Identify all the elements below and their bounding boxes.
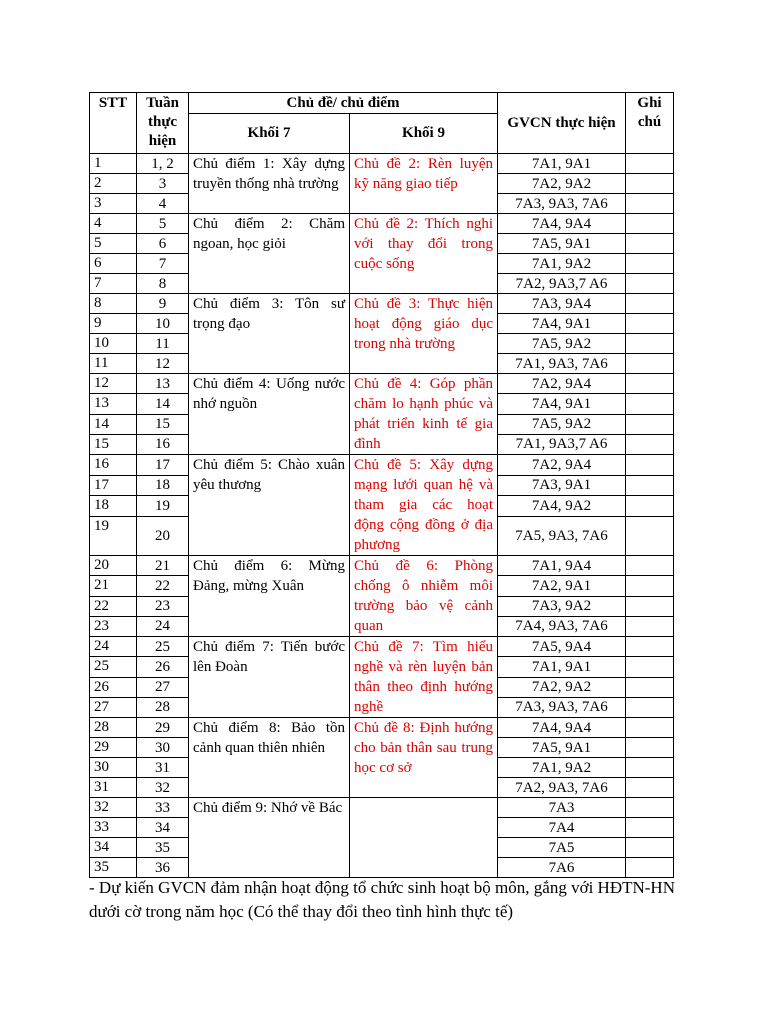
cell-notes [626,294,674,314]
cell-homeroom-teacher: 7A3, 9A2 [498,596,626,616]
cell-stt: 5 [90,234,137,254]
cell-week: 26 [137,657,189,677]
cell-week: 10 [137,314,189,334]
cell-notes [626,738,674,758]
cell-stt: 28 [90,718,137,738]
cell-notes [626,214,674,234]
cell-stt: 32 [90,798,137,818]
cell-notes [626,194,674,214]
table-row [90,718,674,738]
cell-notes [626,596,674,616]
footnote: - Dự kiến GVCN đảm nhận hoạt động tổ chức sinh hoạt bộ môn, gắng với HĐTN-HN dưới cờ trong năm học (Có thể thay đổi theo tình hình thực tế) [89,878,675,921]
cell-homeroom-teacher: 7A1, 9A1 [498,154,626,174]
cell-week: 15 [137,414,189,434]
header-grade-9: Khối 9 [350,114,498,154]
cell-homeroom-teacher: 7A1, 9A4 [498,556,626,576]
cell-notes [626,758,674,778]
cell-homeroom-teacher: 7A2, 9A1 [498,576,626,596]
cell-week: 35 [137,838,189,858]
cell-week: 30 [137,738,189,758]
header-notes: Ghi chú [626,93,674,154]
cell-stt: 18 [90,496,137,517]
cell-grade7-topic: Chủ điểm 6: Mừng Đảng, mừng Xuân [189,556,350,637]
cell-homeroom-teacher: 7A2, 9A2 [498,677,626,697]
cell-stt: 20 [90,556,137,576]
cell-stt: 23 [90,616,137,636]
cell-grade9-topic: Chủ đề 6: Phòng chống ô nhiễm môi trường bảo vệ cảnh quan [350,556,498,637]
cell-week: 24 [137,616,189,636]
cell-stt: 19 [90,516,137,555]
cell-notes [626,697,674,717]
cell-week: 21 [137,556,189,576]
cell-grade7-topic: Chủ điểm 5: Chào xuân yêu thương [189,455,350,556]
cell-stt: 17 [90,475,137,496]
cell-stt: 25 [90,657,137,677]
cell-notes [626,576,674,596]
table-row [90,637,674,657]
cell-notes [626,778,674,798]
cell-homeroom-teacher: 7A1, 9A3,7 A6 [498,434,626,454]
cell-notes [626,516,674,555]
cell-stt: 26 [90,677,137,697]
schedule-table-wrapper [89,92,674,878]
cell-notes [626,274,674,294]
cell-notes [626,334,674,354]
cell-week: 22 [137,576,189,596]
table-body [90,154,674,878]
table-row [90,374,674,394]
table-row [90,556,674,576]
cell-homeroom-teacher: 7A2, 9A3, 7A6 [498,778,626,798]
cell-stt: 3 [90,194,137,214]
cell-stt: 9 [90,314,137,334]
header-week: Tuần thực hiện [137,93,189,154]
cell-homeroom-teacher: 7A1, 9A2 [498,254,626,274]
cell-week: 13 [137,374,189,394]
cell-homeroom-teacher: 7A2, 9A2 [498,174,626,194]
cell-homeroom-teacher: 7A5, 9A2 [498,334,626,354]
cell-notes [626,394,674,414]
cell-grade9-topic [350,798,498,878]
cell-stt: 2 [90,174,137,194]
cell-week: 7 [137,254,189,274]
cell-homeroom-teacher: 7A1, 9A3, 7A6 [498,354,626,374]
cell-stt: 8 [90,294,137,314]
cell-week: 4 [137,194,189,214]
cell-week: 31 [137,758,189,778]
cell-homeroom-teacher: 7A1, 9A1 [498,657,626,677]
cell-stt: 24 [90,637,137,657]
cell-stt: 29 [90,738,137,758]
header-grade-7: Khối 7 [189,114,350,154]
cell-homeroom-teacher: 7A4, 9A1 [498,314,626,334]
cell-stt: 10 [90,334,137,354]
cell-homeroom-teacher: 7A5, 9A4 [498,637,626,657]
cell-homeroom-teacher: 7A3, 9A1 [498,475,626,496]
cell-week: 36 [137,858,189,878]
cell-notes [626,314,674,334]
cell-stt: 21 [90,576,137,596]
cell-stt: 1 [90,154,137,174]
cell-notes [626,496,674,517]
cell-notes [626,798,674,818]
cell-homeroom-teacher: 7A2, 9A4 [498,455,626,476]
header-stt: STT [90,93,137,154]
cell-notes [626,154,674,174]
cell-homeroom-teacher: 7A5, 9A1 [498,234,626,254]
cell-grade7-topic: Chủ điểm 3: Tôn sư trọng đạo [189,294,350,374]
cell-homeroom-teacher: 7A4, 9A4 [498,214,626,234]
cell-stt: 13 [90,394,137,414]
cell-week: 34 [137,818,189,838]
cell-week: 5 [137,214,189,234]
cell-homeroom-teacher: 7A2, 9A4 [498,374,626,394]
cell-grade7-topic: Chủ điểm 2: Chăm ngoan, học giỏi [189,214,350,294]
cell-notes [626,475,674,496]
cell-grade7-topic: Chủ điểm 7: Tiến bước lên Đoàn [189,637,350,718]
cell-week: 18 [137,475,189,496]
cell-week: 9 [137,294,189,314]
cell-notes [626,354,674,374]
table-row [90,455,674,476]
table-row [90,154,674,174]
cell-week: 28 [137,697,189,717]
cell-homeroom-teacher: 7A5, 9A2 [498,414,626,434]
cell-stt: 33 [90,818,137,838]
cell-notes [626,556,674,576]
cell-week: 11 [137,334,189,354]
cell-week: 25 [137,637,189,657]
table-row [90,294,674,314]
cell-notes [626,455,674,476]
cell-grade9-topic: Chủ đề 2: Rèn luyện kỹ năng giao tiếp [350,154,498,214]
schedule-table [89,92,674,878]
cell-notes [626,234,674,254]
cell-grade9-topic: Chủ đề 7: Tìm hiểu nghề và rèn luyện bản thân theo định hướng nghề [350,637,498,718]
cell-week: 12 [137,354,189,374]
cell-grade7-topic: Chủ điểm 8: Bảo tồn cảnh quan thiên nhiên [189,718,350,798]
cell-week: 8 [137,274,189,294]
cell-week: 3 [137,174,189,194]
cell-grade9-topic: Chủ đề 4: Góp phần chăm lo hạnh phúc và phát triển kinh tế gia đình [350,374,498,455]
cell-week: 29 [137,718,189,738]
cell-homeroom-teacher: 7A1, 9A2 [498,758,626,778]
cell-stt: 22 [90,596,137,616]
cell-week: 14 [137,394,189,414]
cell-grade7-topic: Chủ điểm 9: Nhớ về Bác [189,798,350,878]
cell-homeroom-teacher: 7A4, 9A2 [498,496,626,517]
cell-homeroom-teacher: 7A3, 9A3, 7A6 [498,697,626,717]
cell-week: 1, 2 [137,154,189,174]
cell-notes [626,374,674,394]
cell-notes [626,838,674,858]
cell-stt: 6 [90,254,137,274]
cell-grade9-topic: Chủ đề 8: Định hướng cho bản thân sau trung học cơ sở [350,718,498,798]
cell-week: 6 [137,234,189,254]
cell-week: 27 [137,677,189,697]
cell-stt: 35 [90,858,137,878]
header-homeroom-teacher: GVCN thực hiện [498,93,626,154]
cell-homeroom-teacher: 7A4, 9A4 [498,718,626,738]
cell-grade9-topic: Chủ đề 5: Xây dựng mạng lưới quan hệ và tham gia các hoạt động cộng đồng ở địa phương [350,455,498,556]
table-row [90,214,674,234]
cell-week: 20 [137,516,189,555]
cell-homeroom-teacher: 7A5, 9A3, 7A6 [498,516,626,555]
cell-week: 23 [137,596,189,616]
cell-stt: 31 [90,778,137,798]
cell-homeroom-teacher: 7A4 [498,818,626,838]
cell-stt: 14 [90,414,137,434]
cell-homeroom-teacher: 7A2, 9A3,7 A6 [498,274,626,294]
cell-notes [626,414,674,434]
cell-notes [626,637,674,657]
cell-stt: 34 [90,838,137,858]
cell-stt: 12 [90,374,137,394]
cell-week: 33 [137,798,189,818]
cell-notes [626,818,674,838]
cell-notes [626,254,674,274]
cell-stt: 4 [90,214,137,234]
cell-stt: 11 [90,354,137,374]
cell-notes [626,174,674,194]
cell-stt: 15 [90,434,137,454]
cell-grade7-topic: Chủ điểm 1: Xây dựng truyền thống nhà trường [189,154,350,214]
cell-homeroom-teacher: 7A4, 9A3, 7A6 [498,616,626,636]
cell-stt: 27 [90,697,137,717]
cell-homeroom-teacher: 7A4, 9A1 [498,394,626,414]
cell-homeroom-teacher: 7A3, 9A4 [498,294,626,314]
cell-notes [626,677,674,697]
cell-homeroom-teacher: 7A6 [498,858,626,878]
cell-homeroom-teacher: 7A3 [498,798,626,818]
cell-homeroom-teacher: 7A5, 9A1 [498,738,626,758]
cell-stt: 30 [90,758,137,778]
cell-homeroom-teacher: 7A3, 9A3, 7A6 [498,194,626,214]
cell-week: 32 [137,778,189,798]
table-row [90,798,674,818]
cell-stt: 7 [90,274,137,294]
header-topic: Chủ đề/ chủ điểm [189,93,498,114]
cell-grade9-topic: Chủ đề 3: Thực hiện hoạt động giáo dục trong nhà trường [350,294,498,374]
cell-notes [626,858,674,878]
cell-grade7-topic: Chủ điểm 4: Uống nước nhớ nguồn [189,374,350,455]
cell-week: 19 [137,496,189,517]
cell-grade9-topic: Chủ đề 2: Thích nghi với thay đổi trong cuộc sống [350,214,498,294]
cell-week: 16 [137,434,189,454]
cell-notes [626,718,674,738]
cell-homeroom-teacher: 7A5 [498,838,626,858]
cell-notes [626,657,674,677]
cell-week: 17 [137,455,189,476]
cell-notes [626,616,674,636]
cell-notes [626,434,674,454]
cell-stt: 16 [90,455,137,476]
